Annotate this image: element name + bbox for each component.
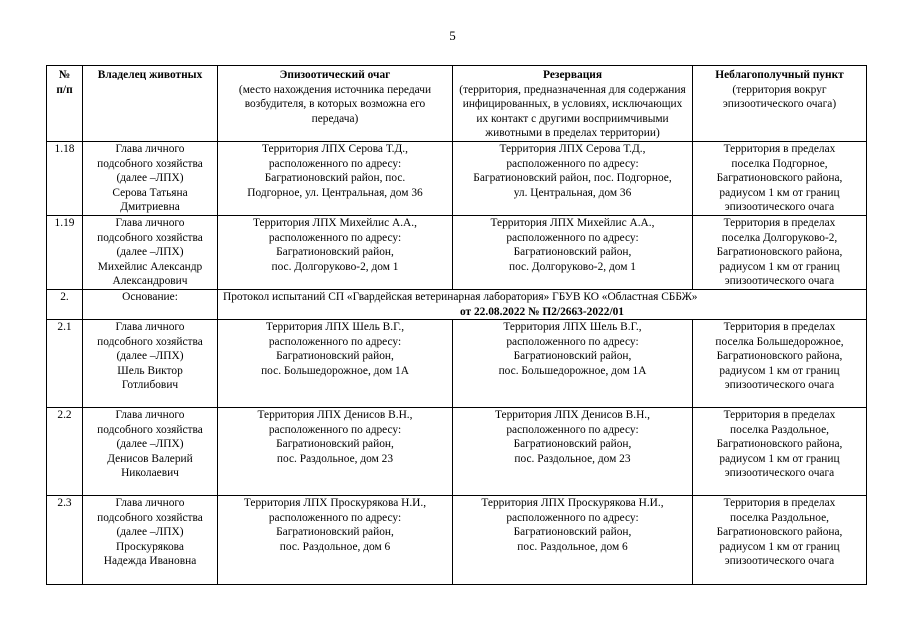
unfavorable-cell: Территория в пределах поселка Раздольное, Багратионовского района, радиусом 1 км от границ эпизоотического очага [716, 409, 843, 480]
basis-protocol: Протокол испытаний СП «Гвардейская ветеринарная лаборатория» ГБУВ КО «Областная СББЖ» [223, 290, 698, 303]
unfavorable-cell: Территория в пределах поселка Большедорожное, Багратионовского района, радиусом 1 км от границ эпизоотического очага [715, 321, 844, 392]
header-reservation: Резервация (территория, предназначенная для содержания инфицированных, в условиях, исключающих их контакт с другими восприимчивыми животными в пределах территории) [453, 66, 693, 142]
reservation-cell: Территория ЛПХ Михейлис А.А., расположенного по адресу: Багратионовский район, пос. Долгоруково-2, дом 1 [490, 216, 655, 273]
reservation-cell: Территория ЛПХ Денисов В.Н., расположенного по адресу: Багратионовский район, пос. Раздольное, дом 23 [495, 409, 650, 465]
table-row [47, 496, 867, 585]
focus-cell: Территория ЛПХ Проскурякова Н.И., расположенного по адресу: Багратионовский район, пос. Раздольное, дом 6 [243, 497, 427, 553]
table-row [47, 215, 867, 289]
reservation-cell: Территория ЛПХ Шель В.Г., расположенного по адресу: Багратионовский район, пос. Большедорожное, дом 1А [498, 321, 647, 377]
table-header-row [47, 66, 867, 142]
epizootic-table [46, 65, 867, 585]
header-focus: Эпизоотический очаг (место нахождения источника передачи возбудителя, в которых возможна его передача) [218, 66, 453, 142]
focus-cell: Территория ЛПХ Серова Т.Д., расположенного по адресу: Багратионовский район, пос. Подгорное, ул. Центральная, дом 36 [247, 142, 423, 199]
owner-cell: Глава личного подсобного хозяйства (далее –ЛПХ) Михейлис Александр Александрович [97, 216, 203, 288]
owner-cell: Глава личного подсобного хозяйства (далее –ЛПХ) Проскурякова Надежда Ивановна [97, 497, 203, 568]
row-number: 1.19 [47, 215, 83, 289]
header-num: № п/п [47, 66, 83, 142]
basis-label: Основание: [83, 289, 218, 319]
table-row [47, 408, 867, 496]
basis-text [218, 289, 867, 319]
unfavorable-cell: Территория в пределах поселка Раздольное, Багратионовского района, радиусом 1 км от границ эпизоотического очага [716, 497, 843, 568]
row-number: 2.2 [47, 408, 83, 496]
basis-number: 2. [47, 289, 83, 319]
owner-cell: Глава личного подсобного хозяйства (далее –ЛПХ) Шель Виктор Готлибович [97, 321, 203, 392]
row-number: 2.1 [47, 320, 83, 408]
reservation-cell: Территория ЛПХ Проскурякова Н.И., расположенного по адресу: Багратионовский район, пос. Раздольное, дом 6 [481, 497, 664, 553]
header-owner: Владелец животных [83, 66, 218, 142]
focus-cell: Территория ЛПХ Михейлис А.А., расположенного по адресу: Багратионовский район, пос. Долгоруково-2, дом 1 [253, 216, 417, 273]
table-row [47, 141, 867, 215]
reservation-cell: Территория ЛПХ Серова Т.Д., расположенного по адресу: Багратионовский район, пос. Подгорное, ул. Центральная, дом 36 [473, 142, 672, 199]
row-number: 1.18 [47, 141, 83, 215]
owner-cell: Глава личного подсобного хозяйства (далее –ЛПХ) Денисов Валерий Николаевич [97, 409, 203, 480]
owner-cell: Глава личного подсобного хозяйства (далее –ЛПХ) Серова Татьяна Дмитриевна [97, 142, 203, 214]
focus-cell: Территория ЛПХ Денисов В.Н., расположенного по адресу: Багратионовский район, пос. Раздольное, дом 23 [257, 409, 413, 465]
basis-date: от 22.08.2022 № П2/2663-2022/01 [459, 305, 625, 318]
unfavorable-cell: Территория в пределах поселка Долгоруково-2, Багратионовского района, радиусом 1 км от границ эпизоотического очага [716, 216, 843, 288]
unfavorable-cell: Территория в пределах поселка Подгорное, Багратионовского района, радиусом 1 км от границ эпизоотического очага [716, 142, 843, 214]
basis-row [47, 289, 867, 319]
table-row [47, 320, 867, 408]
row-number: 2.3 [47, 496, 83, 585]
page-number: 5 [449, 28, 456, 43]
focus-cell: Территория ЛПХ Шель В.Г., расположенного по адресу: Багратионовский район, пос. Большедорожное, дом 1А [261, 321, 409, 377]
header-unfavorable: Неблагополучный пункт (территория вокруг эпизоотического очага) [693, 66, 867, 142]
